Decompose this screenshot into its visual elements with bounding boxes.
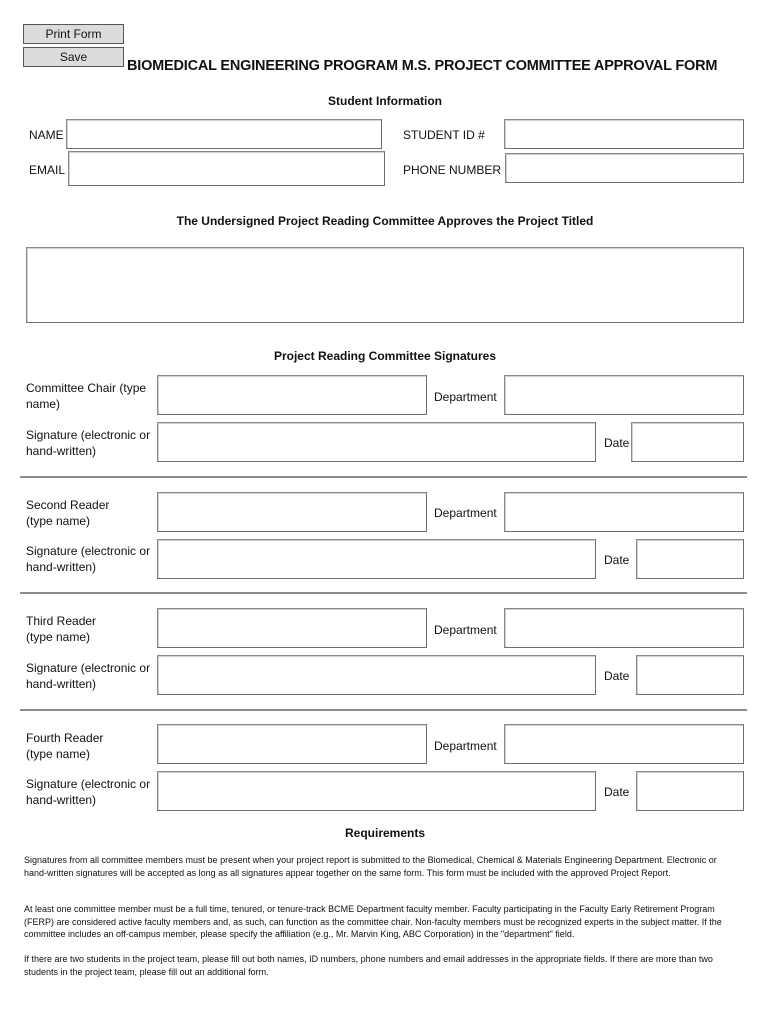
second-reader-date-label: Date: [604, 553, 630, 567]
third-reader-signature-label: Signature (electronic or hand-written): [26, 661, 151, 691]
phone-field[interactable]: [505, 153, 744, 183]
fourth-reader-name-field[interactable]: [157, 724, 427, 764]
phone-label: PHONE NUMBER: [403, 163, 502, 177]
fourth-reader-date-field[interactable]: [636, 771, 744, 811]
requirements-paragraph-1: Signatures from all committee members must be present when your project report is submitted to the Biomedical, Chemical & Materials Engineering Department. Electronic or hand-written signatures will be accepted as long as all signatures appear together on the same form. This form must be included with the approved Project Report.: [24, 855, 717, 878]
second-reader-signature-label: Signature (electronic or hand-written): [26, 544, 151, 574]
requirements-paragraph-2: At least one committee member must be a full time, tenured, or tenure-track BCME Department faculty member. Faculty participating in the Faculty Early Retirement Program (FERP) are considered active faculty members and, as such, can function as the committee chair. Non-faculty members must be recognized experts in the subject matter. If the committee includes an off-campus member, please specify the affiliation (e.g., Mr. Marvin King, ABC Corporation) in the "department" field.: [24, 904, 722, 939]
fourth-reader-department-field[interactable]: [504, 724, 744, 764]
name-label: NAME: [29, 128, 64, 142]
section-divider: [20, 709, 747, 711]
student-id-field[interactable]: [504, 119, 744, 149]
name-field[interactable]: [66, 119, 382, 149]
chair-signature-field[interactable]: [157, 422, 596, 462]
second-reader-name-label: Second Reader (type name): [26, 498, 110, 528]
third-reader-name-field[interactable]: [157, 608, 427, 648]
approval-heading: The Undersigned Project Reading Committee Approves the Project Titled: [176, 214, 594, 228]
fourth-reader-name-label: Fourth Reader (type name): [26, 731, 104, 761]
second-reader-date-field[interactable]: [636, 539, 744, 579]
third-reader-department-field[interactable]: [504, 608, 744, 648]
second-reader-department-label: Department: [434, 506, 497, 520]
third-reader-name-label: Third Reader (type name): [26, 614, 97, 644]
section-divider: [20, 592, 747, 594]
chair-date-field[interactable]: [631, 422, 744, 462]
third-reader-department-label: Department: [434, 623, 497, 637]
print-form-button[interactable]: Print Form: [23, 24, 124, 44]
second-reader-department-field[interactable]: [504, 492, 744, 532]
second-reader-signature-field[interactable]: [157, 539, 596, 579]
form-title: BIOMEDICAL ENGINEERING PROGRAM M.S. PROJECT COMMITTEE APPROVAL FORM: [127, 58, 718, 74]
third-reader-date-field[interactable]: [636, 655, 744, 695]
chair-name-label: Committee Chair (type name): [26, 381, 147, 411]
student-info-heading: Student Information: [328, 94, 442, 108]
requirements-heading: Requirements: [344, 826, 426, 840]
fourth-reader-signature-field[interactable]: [157, 771, 596, 811]
second-reader-name-field[interactable]: [157, 492, 427, 532]
student-id-label: STUDENT ID #: [403, 128, 485, 142]
email-label: EMAIL: [29, 163, 66, 177]
fourth-reader-department-label: Department: [434, 739, 497, 753]
requirements-paragraph-3: If there are two students in the project team, please fill out both names, ID numbers, phone numbers and email addresses in the appropriate fields. If there are more than two students in the project team, please fill out an additional form.: [24, 954, 713, 977]
third-reader-signature-field[interactable]: [157, 655, 596, 695]
save-button[interactable]: Save: [23, 47, 124, 67]
chair-department-field[interactable]: [504, 375, 744, 415]
fourth-reader-signature-label: Signature (electronic or hand-written): [26, 777, 151, 807]
signatures-heading: Project Reading Committee Signatures: [273, 349, 497, 363]
project-title-field[interactable]: [26, 247, 744, 323]
email-field[interactable]: [68, 151, 385, 186]
section-divider: [20, 476, 747, 478]
chair-department-label: Department: [434, 390, 497, 404]
chair-name-field[interactable]: [157, 375, 427, 415]
third-reader-date-label: Date: [604, 669, 630, 683]
chair-date-label: Date: [604, 436, 630, 450]
chair-signature-label: Signature (electronic or hand-written): [26, 428, 151, 458]
fourth-reader-date-label: Date: [604, 785, 630, 799]
